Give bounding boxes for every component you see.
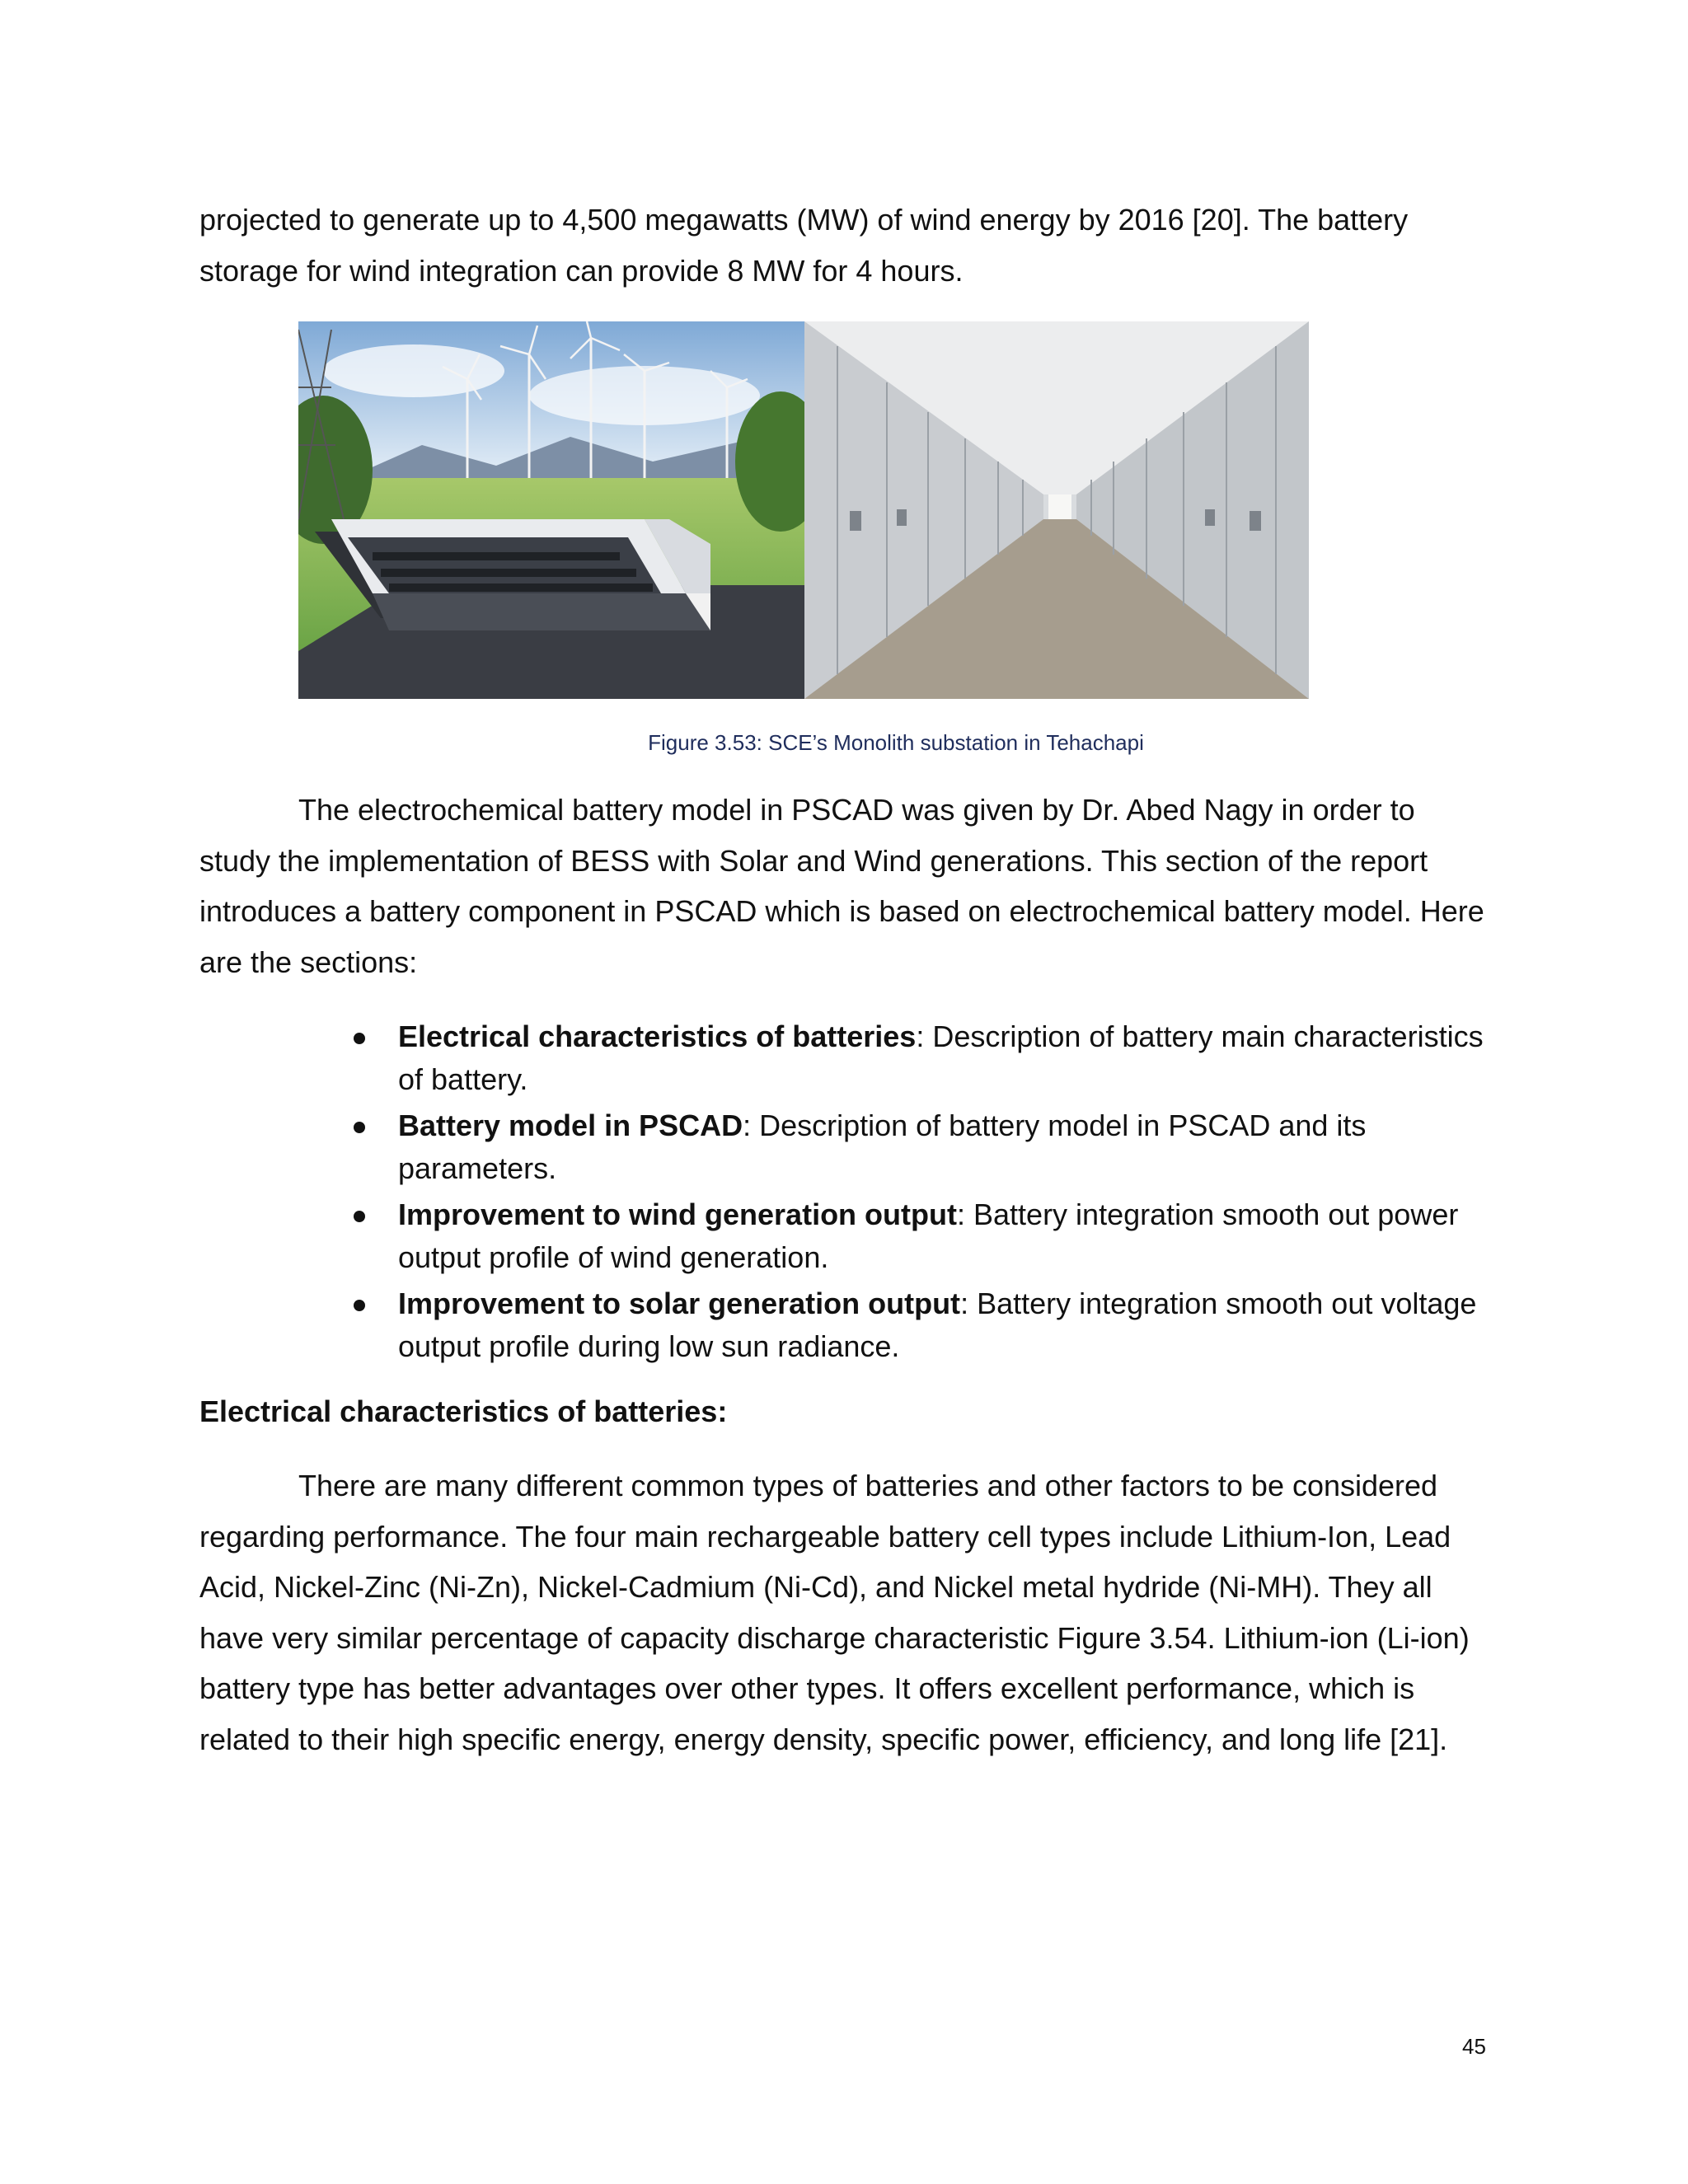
list-item <box>350 1104 1504 1190</box>
model-paragraph: The electrochemical battery model in PSCAD was given by Dr. Abed Nagy in order to study the implementation of BESS with Solar and Wind generations. This section of the report introduces a battery component in PSCAD which is based on electrochemical battery model. Here are the sections: <box>199 793 1484 979</box>
list-item <box>350 1193 1504 1279</box>
list-item <box>350 1015 1504 1101</box>
section-heading: Electrical characteristics of batteries: <box>199 1394 728 1428</box>
list-item-description: : Description of battery main characteristics of battery. <box>398 1019 1484 1096</box>
list-item-description: : Battery integration smooth out power output profile of wind generation. <box>398 1197 1459 1274</box>
list-item-term: Battery model in PSCAD <box>398 1108 743 1142</box>
list-item <box>350 1282 1504 1368</box>
battery-types-paragraph: There are many different common types of batteries and other factors to be considered regarding performance. The four main rechargeable battery cell types include Lithium-Ion, Lead Acid, Nickel-Zinc (Ni-Zn), Nickel-Cadmium (Ni-Cd), and Nickel metal hydride (Ni-MH). They all have very similar percentage of capacity discharge characteristic Figure 3.54. Lithium-ion (Li-ion) battery type has better advantages over other types. It offers excellent performance, which is related to their high specific energy, energy density, specific power, efficiency, and long life [21]. <box>199 1469 1470 1756</box>
page-number: 45 <box>1462 2034 1486 2059</box>
substation-figure <box>298 321 1309 699</box>
substation-aerial-photo <box>298 321 804 699</box>
list-item-term: Improvement to wind generation output <box>398 1197 957 1231</box>
list-item-description: : Description of battery model in PSCAD and its parameters. <box>398 1108 1367 1185</box>
list-item-term: Electrical characteristics of batteries <box>398 1019 917 1053</box>
bullet-icon <box>354 1033 365 1044</box>
intro-paragraph: projected to generate up to 4,500 megawatts (MW) of wind energy by 2016 [20]. The battery storage for wind integration can provide 8 MW for 4 hours. <box>199 203 1409 288</box>
list-item-term: Improvement to solar generation output <box>398 1286 961 1320</box>
bullet-icon <box>354 1122 365 1133</box>
bullet-icon <box>354 1211 365 1222</box>
sections-list <box>350 1015 1504 1371</box>
figure-caption: Figure 3.53: SCE’s Monolith substation in Tehachapi <box>648 730 1144 755</box>
battery-hall-photo <box>804 321 1309 699</box>
bullet-icon <box>354 1300 365 1311</box>
list-item-description: : Battery integration smooth out voltage output profile during low sun radiance. <box>398 1286 1477 1363</box>
